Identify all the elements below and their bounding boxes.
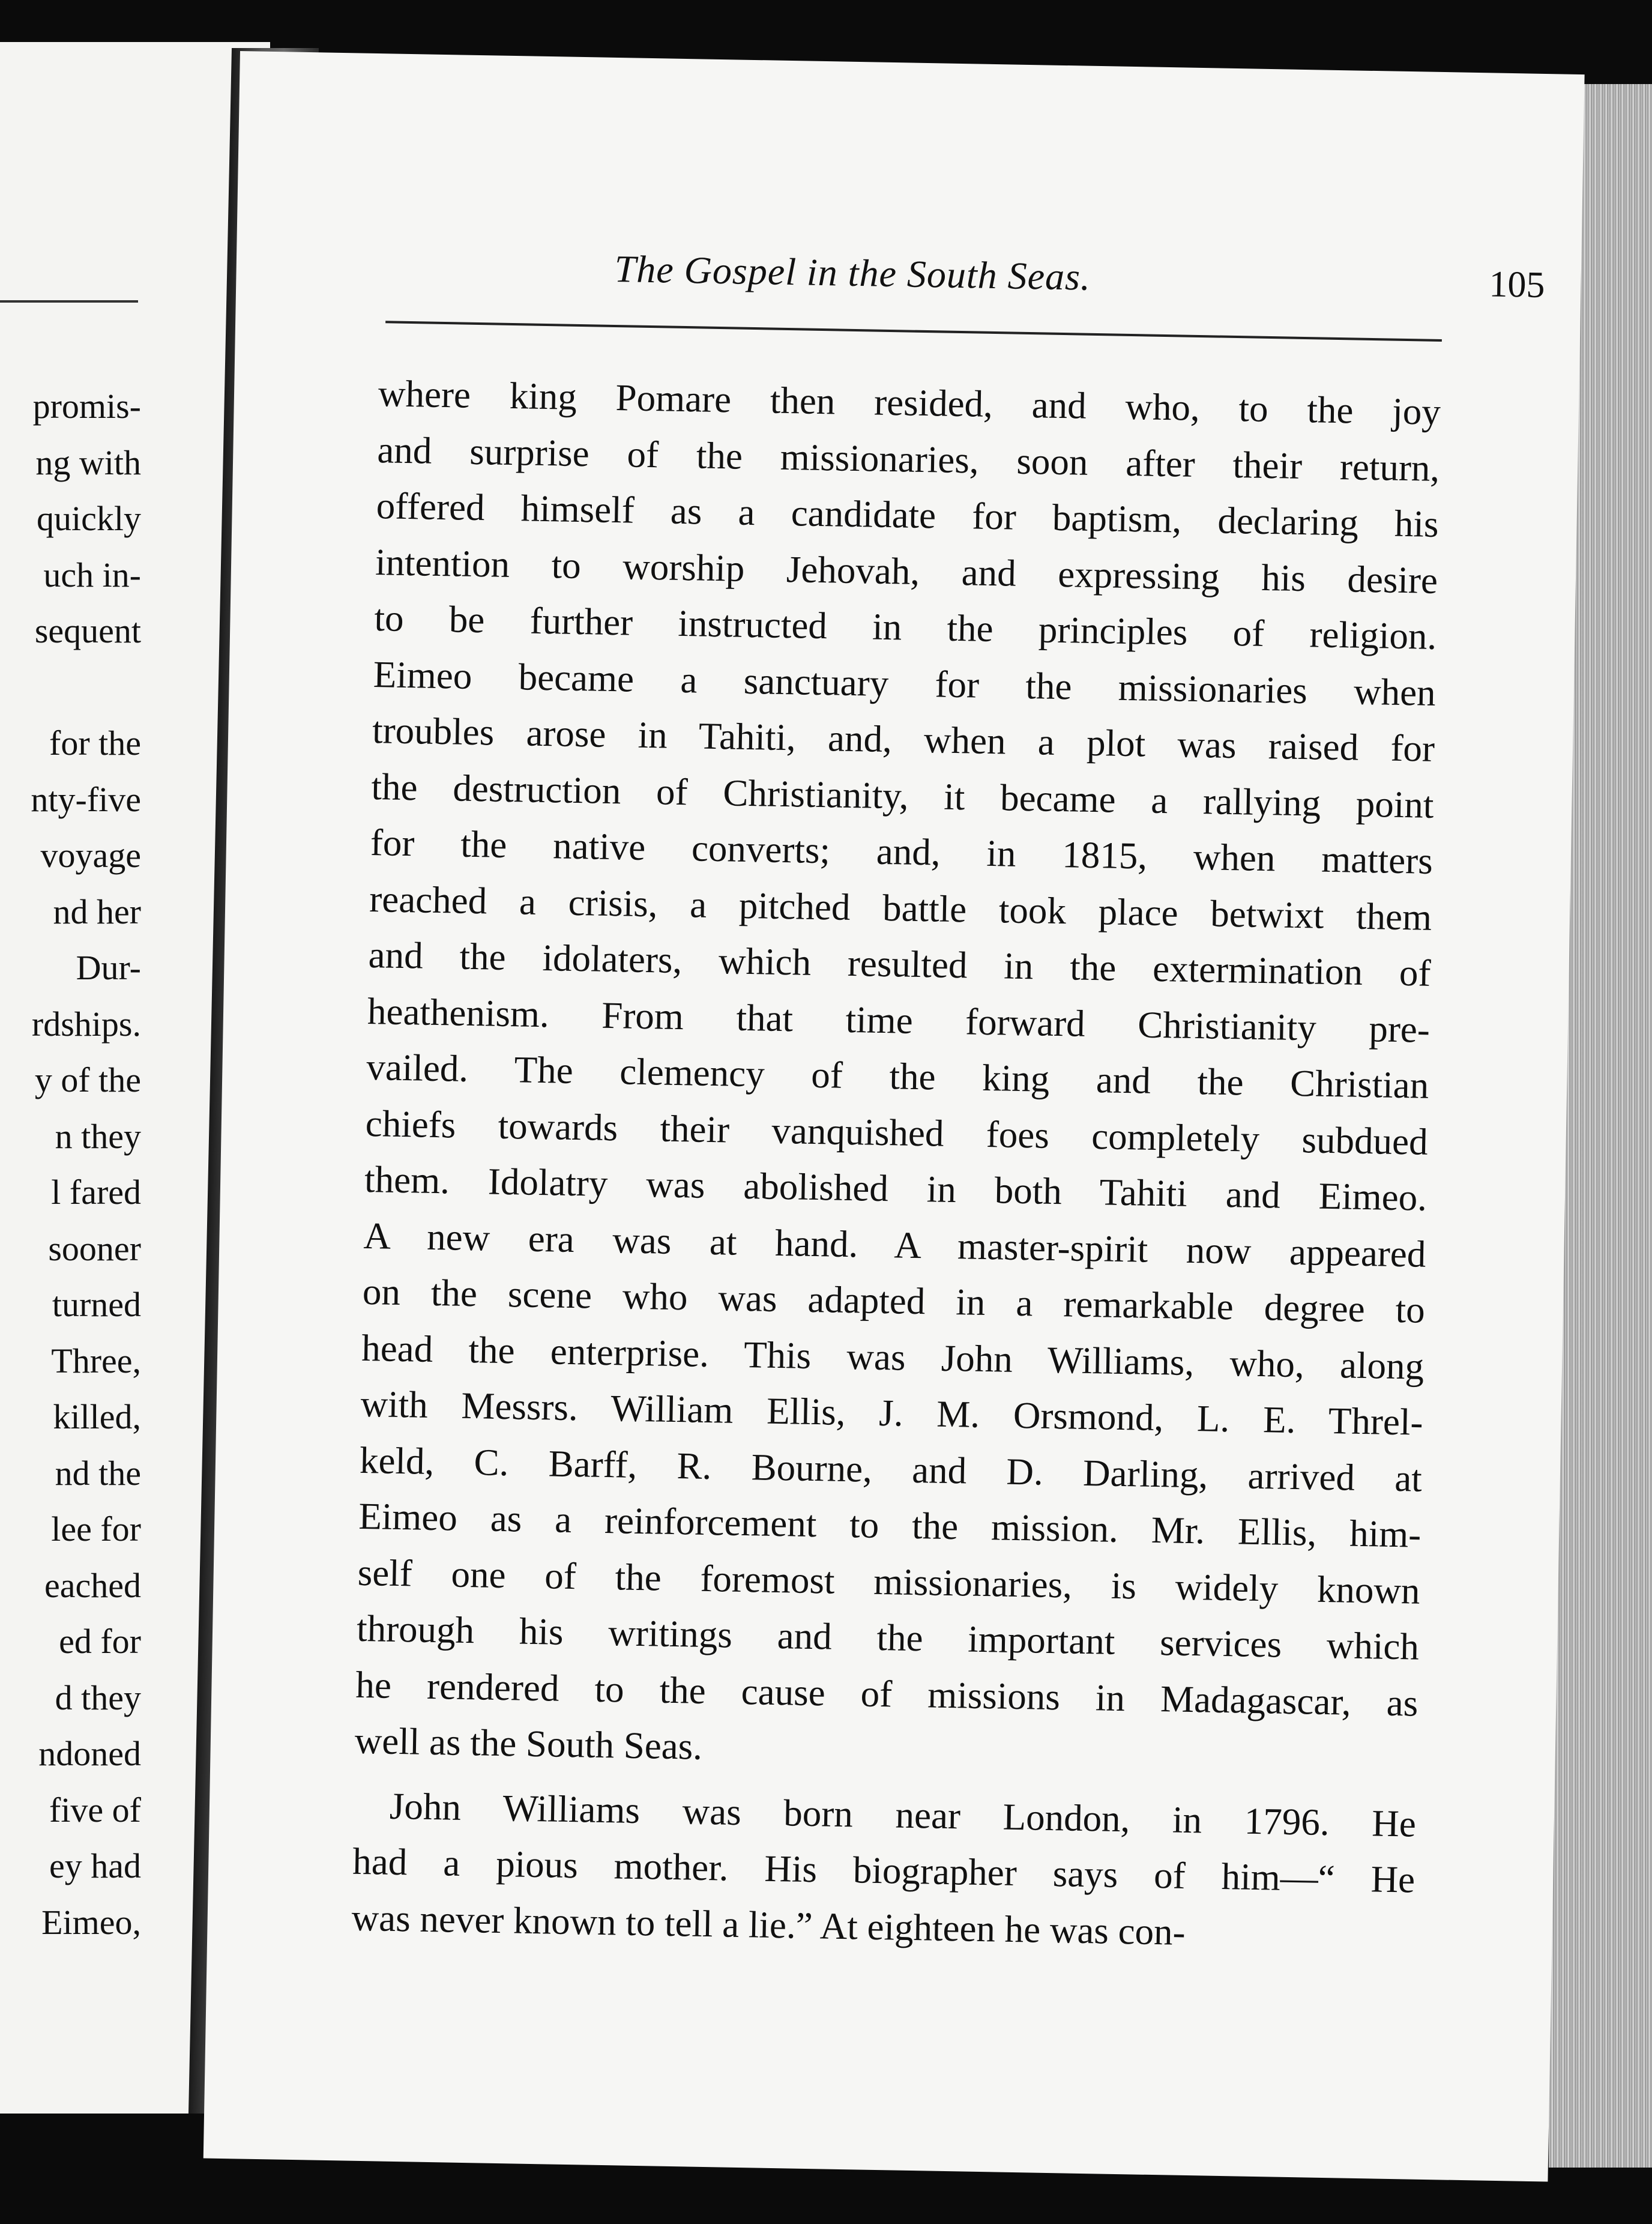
paragraph <box>351 1777 1417 1964</box>
text-line: to be further instructed in the principles of religion. <box>373 597 1437 657</box>
left-page-line: d they <box>55 1678 141 1717</box>
text-line: and surprise of the missionaries, soon after their return, <box>376 428 1440 489</box>
left-page-line: nty-five <box>31 779 141 819</box>
left-page-line: nd the <box>55 1453 141 1493</box>
text-line: troubles arose in Tahiti, and, when a plot was raised for <box>372 709 1435 770</box>
text-line: the destruction of Christianity, it became a rallying point <box>371 765 1435 826</box>
page-header <box>386 231 1546 322</box>
text-line: vailed. The clemency of the king and the Christian <box>366 1045 1429 1107</box>
text-line: reached a crisis, a pitched battle took place betwixt them <box>369 877 1432 938</box>
text-line: chiefs towards their vanquished foes completely subdued <box>365 1102 1429 1163</box>
left-page-line: killed, <box>53 1397 141 1436</box>
left-page-line: uch in- <box>43 555 141 594</box>
left-page-line: promis- <box>32 387 141 426</box>
text-line: Eimeo as a reinforcement to the mission. Mr. Ellis, him- <box>358 1494 1421 1556</box>
left-page-line: sooner <box>48 1228 141 1268</box>
text-line: A new era was at hand. A master-spirit now appeared <box>363 1214 1426 1275</box>
text-line: self one of the foremost missionaries, is widely known <box>357 1551 1421 1612</box>
right-page <box>203 51 1585 2182</box>
left-page-line: rdships. <box>31 1004 141 1044</box>
text-line: them. Idolatry was abolished in both Tahiti and Eimeo. <box>364 1158 1427 1219</box>
text-line: keld, C. Barff, R. Bourne, and D. Darling, arrived at <box>359 1439 1423 1500</box>
left-page-line: five of <box>49 1790 141 1830</box>
text-line: well as the South Seas. <box>354 1719 703 1768</box>
left-page-rule <box>0 300 138 303</box>
left-page-text <box>0 378 141 1950</box>
text-line: offered himself as a candidate for baptism, declaring his <box>376 485 1439 545</box>
text-line: with Messrs. William Ellis, J. M. Orsmond, L. E. Threl- <box>360 1382 1424 1443</box>
left-page-line: ndoned <box>38 1734 141 1773</box>
text-line: Eimeo became a sanctuary for the missionaries when <box>373 653 1436 714</box>
left-page-line: lee for <box>51 1509 141 1549</box>
left-page-line: nd her <box>53 892 141 931</box>
body-text <box>351 366 1441 1964</box>
text-line: on the scene who was adapted in a remarkable degree to <box>362 1270 1426 1331</box>
text-line: and the idolaters, which resulted in the extermination of <box>368 933 1432 994</box>
text-line: where king Pomare then resided, and who, to the joy <box>378 372 1441 433</box>
text-line: heathenism. From that time forward Christianity pre- <box>367 990 1430 1051</box>
left-page-line: for the <box>49 724 141 763</box>
running-title: The Gospel in the South Seas. <box>614 247 1091 298</box>
left-page-line: l fared <box>51 1173 141 1212</box>
left-page-line: quickly <box>37 499 141 538</box>
left-page-line: turned <box>52 1285 141 1324</box>
left-page-line: ed for <box>59 1622 141 1661</box>
left-page-line: sequent <box>34 611 141 650</box>
left-page-line: Dur- <box>76 948 141 987</box>
left-page-line: eached <box>44 1565 141 1605</box>
left-page-line: Eimeo, <box>41 1902 141 1942</box>
text-line: through his writings and the important services which <box>356 1607 1420 1668</box>
text-line: had a pious mother. His biographer says of him—“ He <box>352 1840 1415 1901</box>
text-line: he rendered to the cause of missions in Madagascar, as <box>355 1663 1418 1724</box>
text-line: head the enterprise. This was John Williams, who, along <box>361 1326 1424 1388</box>
left-page-line: ng with <box>35 443 141 482</box>
left-page-line: y of the <box>34 1060 141 1099</box>
left-page-line <box>0 659 141 716</box>
text-line: for the native converts; and, in 1815, when matters <box>370 821 1433 882</box>
text-line: was never known to tell a lie.” At eighteen he was con- <box>351 1896 1186 1953</box>
left-page-line: ey had <box>49 1846 141 1885</box>
left-page-line: voyage <box>40 836 141 875</box>
paragraph <box>354 366 1441 1787</box>
header-rule <box>385 321 1442 342</box>
page-number: 105 <box>1488 264 1546 306</box>
left-page-line: n they <box>55 1116 141 1156</box>
left-page-line: Three, <box>51 1341 141 1380</box>
text-line: intention to worship Jehovah, and expressing his desire <box>375 540 1438 602</box>
text-line: John Williams was born near London, in 1796. He <box>389 1784 1417 1845</box>
